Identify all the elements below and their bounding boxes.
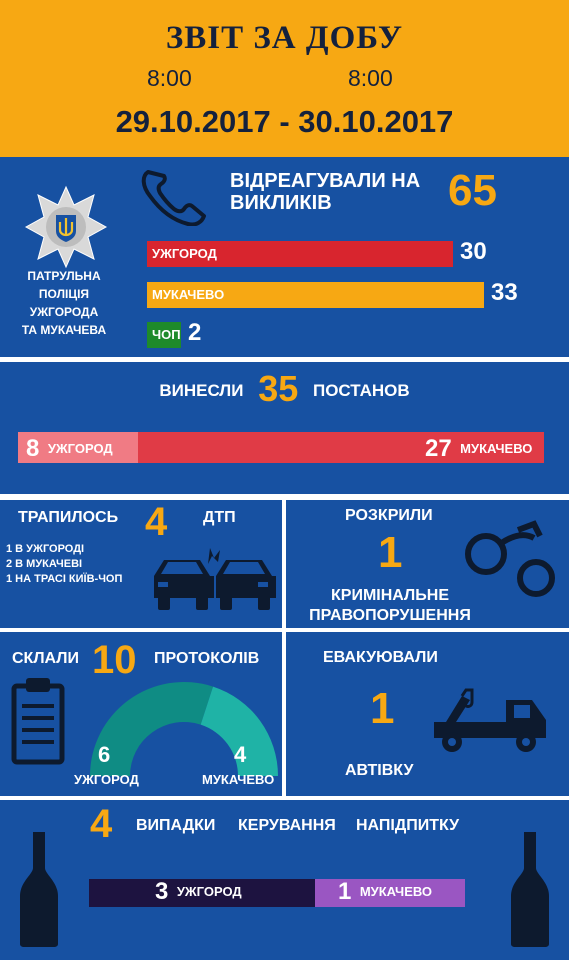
accident-detail: 1 НА ТРАСІ КИЇВ-ЧОП [6,573,123,585]
date-range: 29.10.2017 - 30.10.2017 [115,104,454,139]
drunk-word: ВИПАДКИ [136,817,216,834]
calls-bar-mukachevo [147,282,484,308]
drunk-right-label [338,878,432,906]
car-crash-icon [150,546,280,614]
accidents-pre: ТРАПИЛОСЬ [18,509,119,526]
decrees-post: ПОСТАНОВ [312,381,410,400]
decrees-left-label [26,435,113,463]
decrees-right-value: 27 [425,435,452,462]
clipboard-icon [10,676,66,766]
decrees-heading [0,368,569,410]
bottle-icon [509,832,551,947]
drunk-total: 4 [90,802,113,846]
bar-label: МУКАЧЕВО [152,287,225,302]
calls-value-chop: 2 [188,319,202,346]
evacuated-pre: ЕВАКУЮВАЛИ [323,649,438,666]
drunk-left-label [155,878,242,906]
protocols-left-name: УЖГОРОД [74,772,139,787]
bottle-icon [18,832,60,947]
bar-label: УЖГОРОД [152,246,217,261]
police-label [6,267,122,339]
evacuated-total: 1 [370,684,395,733]
crimes-post-line2: ПРАВОПОРУШЕННЯ [309,607,471,624]
handcuffs-icon [460,520,560,600]
protocols-left-value: 6 [98,742,111,767]
police-label-line: ПАТРУЛЬНА [27,269,101,283]
phone-icon [140,168,208,226]
calls-value-uzhhorod: 30 [460,238,487,265]
protocols-total: 10 [92,638,137,682]
police-label-line: ТА МУКАЧЕВА [21,323,107,337]
crimes-total: 1 [378,528,403,577]
accident-detail: 1 В УЖГОРОДІ [6,543,85,555]
drunk-right-name: МУКАЧЕВО [359,884,433,899]
accidents-details [6,542,122,587]
accidents-total: 4 [145,500,168,544]
accidents-post: ДТП [203,509,236,526]
accident-detail: 2 В МУКАЧЕВІ [6,558,83,570]
protocols-post: ПРОТОКОЛІВ [154,650,260,667]
calls-label-line1: ВІДРЕАГУВАЛИ НА [230,170,421,192]
calls-total: 65 [448,166,497,215]
police-label-line: УЖГОРОДА [29,305,99,319]
decrees-right-name: МУКАЧЕВО [460,441,533,456]
police-label-line: ПОЛІЦІЯ [38,287,90,301]
protocols-right-name: МУКАЧЕВО [202,772,275,787]
drunk-left-value: 3 [155,878,169,905]
calls-label [230,170,450,214]
panel-divider [282,500,286,628]
protocols-right-value: 4 [234,742,247,767]
decrees-left-name: УЖГОРОД [47,441,113,456]
calls-label-line2: ВИКЛИКІВ [230,192,332,214]
bar-label: ЧОП [152,327,181,342]
calls-value-mukachevo: 33 [491,279,518,306]
decrees-pre: ВИНЕСЛИ [159,381,244,400]
report-title: ЗВІТ ЗА ДОБУ [165,20,404,56]
drunk-word: КЕРУВАННЯ [238,817,336,834]
protocols-pre: СКЛАЛИ [12,650,80,667]
police-badge-icon [24,185,108,269]
drunk-word: НАПІДПИТКУ [356,817,460,834]
calls-bar-chop [147,322,181,348]
tow-truck-icon [432,686,550,756]
calls-bar-uzhhorod [147,241,453,267]
crimes-pre: РОЗКРИЛИ [345,507,433,524]
time-end: 8:00 [348,65,393,91]
protocols-gauge [84,678,284,778]
crimes-post-line1: КРИМІНАЛЬНЕ [331,587,449,604]
time-start: 8:00 [147,65,192,91]
decrees-total: 35 [258,368,299,409]
drunk-right-value: 1 [338,878,352,905]
decrees-left-value: 8 [26,435,40,462]
drunk-left-name: УЖГОРОД [176,884,242,899]
evacuated-post: АВТІВКУ [345,762,414,779]
decrees-right-label [425,435,532,463]
